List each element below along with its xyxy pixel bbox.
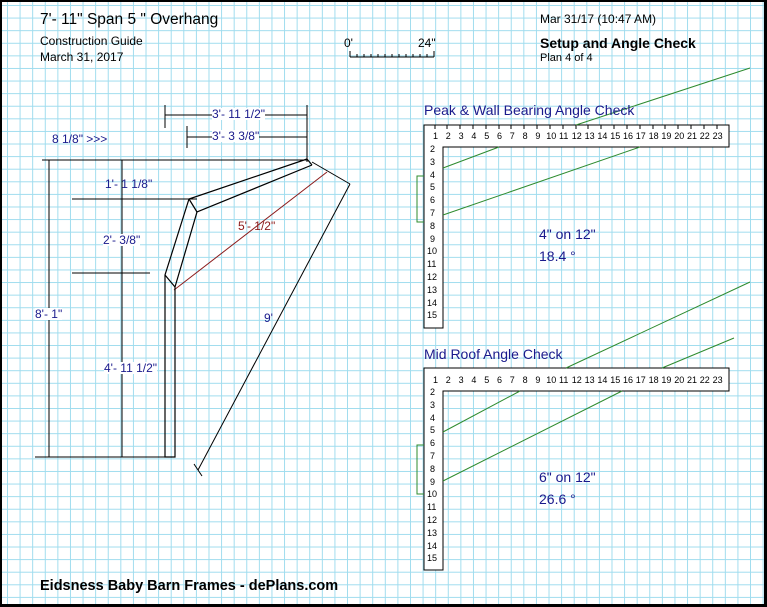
square-side-number: 3 [430, 156, 436, 167]
check-angle-1: 18.4 ° [539, 248, 576, 264]
dim-middle-segment: 2'- 3/8" [103, 233, 141, 247]
square-top-number: 9 [535, 131, 541, 141]
square-top-number: 6 [497, 131, 503, 141]
dim-top-inner: 3'- 3 3/8" [212, 129, 260, 143]
square-side-number: 3 [430, 399, 436, 410]
square-top-number: 7 [509, 131, 515, 141]
dim-diagonal-red: 5'- 1/2" [238, 219, 276, 233]
square-side-number: 9 [430, 233, 436, 244]
scale-bar [350, 51, 434, 57]
square-side-number: 8 [430, 463, 436, 474]
check-pitch-2: 6" on 12" [539, 469, 596, 485]
square-side-number: 12 [427, 272, 438, 282]
square-top-number: 19 [661, 131, 672, 141]
check-angle-2: 26.6 ° [539, 491, 576, 507]
check-pitch-1: 4" on 12" [539, 226, 596, 242]
square-side-number: 13 [427, 527, 438, 538]
square-side-number: 10 [427, 246, 438, 257]
square-top-number: 8 [522, 375, 528, 385]
square-top-number: 1 [433, 131, 439, 141]
square-side-number: 8 [430, 220, 436, 231]
square-side-number: 5 [430, 182, 436, 193]
check-title-2: Mid Roof Angle Check [424, 346, 563, 362]
dim-lower-segment: 4'- 11 1/2" [104, 361, 158, 375]
dim-upper-segment: 1'- 1 1/8" [105, 177, 153, 191]
square-top-number: 4 [471, 375, 477, 385]
square-top-number: 15 [610, 375, 621, 385]
square-side-number: 14 [427, 540, 438, 551]
square-top-number: 9 [535, 375, 541, 385]
dim-height-total: 8'- 1" [35, 307, 63, 321]
square-top-number: 17 [635, 131, 646, 141]
square-top-number: 13 [584, 375, 595, 385]
square-top-number: 21 [687, 131, 698, 141]
plan-title: 7'- 11" Span 5 " Overhang [40, 11, 219, 28]
construction-guide-label: Construction Guide [40, 34, 143, 48]
scale-end-label: 24" [418, 36, 436, 50]
square-top-number: 4 [471, 131, 477, 141]
square-side-number: 10 [427, 489, 438, 500]
plan-date: March 31, 2017 [40, 50, 124, 64]
square-side-number: 14 [427, 297, 438, 308]
square-side-number: 11 [427, 502, 437, 513]
square-side-number: 15 [427, 553, 438, 564]
square-side-number: 9 [430, 476, 436, 487]
square-side-number: 7 [430, 208, 436, 218]
square-top-number: 16 [623, 375, 634, 385]
square-top-number: 20 [674, 375, 685, 385]
square-top-number: 20 [674, 131, 685, 141]
square-top-number: 19 [661, 375, 672, 385]
frame-members [165, 159, 312, 457]
square-top-number: 12 [571, 131, 582, 141]
square-top-number: 16 [623, 131, 634, 141]
square-side-number: 15 [427, 310, 438, 321]
square-side-number: 4 [430, 169, 436, 180]
square-top-number: 23 [712, 375, 723, 385]
dim-diagonal: 9' [264, 311, 273, 325]
plan-number: Plan 4 of 4 [540, 52, 593, 64]
square-top-number: 8 [522, 131, 528, 141]
square-top-number: 23 [712, 131, 723, 141]
square-top-number: 18 [648, 375, 659, 385]
square-side-number: 13 [427, 284, 438, 295]
square-top-number: 5 [484, 375, 490, 385]
square-top-number: 11 [559, 375, 569, 385]
square-side-number: 4 [430, 412, 436, 423]
frame-drawing [2, 2, 767, 607]
square-top-number: 5 [484, 131, 490, 141]
square-top-number: 21 [687, 375, 698, 385]
square-top-number: 17 [635, 375, 646, 385]
square-side-number: 2 [430, 144, 436, 154]
square-top-number: 12 [571, 375, 582, 385]
square-top-number: 10 [546, 375, 557, 385]
square-side-number: 6 [430, 195, 436, 206]
square-top-number: 6 [497, 375, 503, 385]
square-top-number: 18 [648, 131, 659, 141]
square-side-number: 12 [427, 515, 438, 525]
square-side-number: 7 [430, 451, 436, 461]
square-side-number: 6 [430, 438, 436, 449]
square-top-number: 2 [445, 131, 451, 141]
square-side-number: 11 [427, 259, 437, 270]
dim-top-outer: 3'- 11 1/2" [212, 107, 266, 121]
square-top-number: 10 [546, 131, 557, 141]
scale-start-label: 0' [344, 36, 353, 50]
square-top-number: 22 [699, 131, 710, 141]
square-top-number: 2 [445, 375, 451, 385]
square-top-number: 14 [597, 131, 608, 141]
square-top-number: 3 [458, 131, 464, 141]
square-top-number: 1 [433, 375, 439, 385]
square-side-number: 2 [430, 387, 436, 397]
square-top-number: 7 [509, 375, 515, 385]
square-top-number: 14 [597, 375, 608, 385]
square-top-number: 11 [559, 131, 569, 141]
square-top-number: 3 [458, 375, 464, 385]
square-top-number: 22 [699, 375, 710, 385]
timestamp: Mar 31/17 (10:47 AM) [540, 12, 657, 26]
dim-offset: 8 1/8" >>> [52, 132, 108, 146]
square-side-number: 5 [430, 425, 436, 436]
square-top-number: 15 [610, 131, 621, 141]
section-title: Setup and Angle Check [540, 35, 696, 51]
check-title-1: Peak & Wall Bearing Angle Check [424, 102, 635, 118]
square-top-number: 13 [584, 131, 595, 141]
footer-credit: Eidsness Baby Barn Frames - dePlans.com [40, 578, 339, 594]
